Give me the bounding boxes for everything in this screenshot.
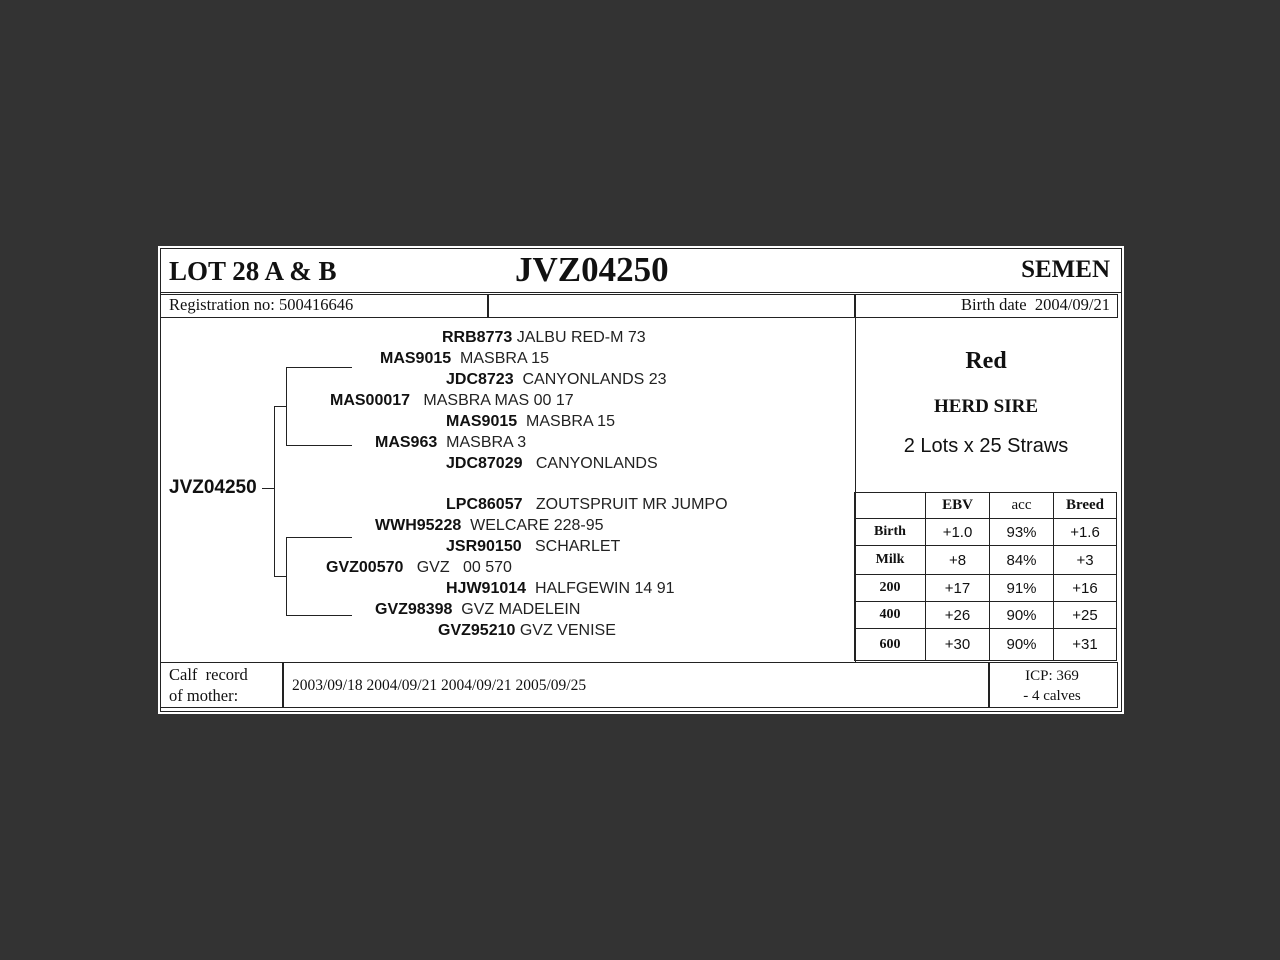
- acc-value: 91%: [990, 575, 1054, 602]
- pedigree-root: JVZ04250: [169, 477, 257, 498]
- birth-date-label: Birth date: [961, 295, 1027, 314]
- breed-value: +31: [1054, 629, 1117, 661]
- calves-count: - 4 calves: [1023, 688, 1081, 704]
- sire-connector: [274, 406, 286, 407]
- straw-quantity: 2 Lots x 25 Straws: [903, 435, 1069, 457]
- dds-name: HALFGEWIN 14 91: [534, 580, 675, 597]
- dsd-name: SCHARLET: [534, 538, 621, 555]
- registration-text: [169, 295, 353, 315]
- ebv-value: +17: [926, 575, 990, 602]
- dam-sire-connector: [286, 537, 352, 538]
- acc-value: 90%: [990, 602, 1054, 629]
- ebv-value: +30: [926, 629, 990, 661]
- acc-value: 93%: [990, 519, 1054, 546]
- sdd-code: JDC87029: [446, 455, 523, 472]
- ds-name: WELCARE 228-95: [470, 517, 604, 534]
- calf-record-dates: 2003/09/18 2004/09/21 2004/09/21 2005/09/25: [292, 677, 587, 694]
- calf-record-label-line1: Calf record: [169, 665, 248, 684]
- pedigree-dds: [446, 580, 675, 598]
- ss-code: MAS9015: [380, 350, 452, 367]
- breed-value: +3: [1054, 546, 1117, 575]
- ds-code: WWH95228: [375, 517, 462, 534]
- s-code: MAS00017: [330, 392, 411, 409]
- parents-bracket: [274, 406, 275, 576]
- ssd-code: JDC8723: [446, 371, 514, 388]
- icp-value: ICP: 369: [1025, 668, 1079, 684]
- pedigree-dd: [375, 601, 580, 619]
- d-name: GVZ 00 570: [416, 559, 512, 576]
- dam-dam-connector: [286, 615, 352, 616]
- birth-date-value: 2004/09/21: [1034, 295, 1110, 314]
- lot-number: LOT 28 A & B: [169, 256, 337, 286]
- ebv-value: +26: [926, 602, 990, 629]
- sds-code: MAS9015: [446, 413, 518, 430]
- pedigree-ddd: [438, 622, 616, 640]
- breed-value: +1.6: [1054, 519, 1117, 546]
- lot-card: [158, 246, 1124, 714]
- ebv-value: +8: [926, 546, 990, 575]
- pedigree-ss: [380, 350, 549, 368]
- breed-col-header: Breed: [1054, 493, 1117, 519]
- acc-value: 84%: [990, 546, 1054, 575]
- table-row: [855, 546, 1117, 575]
- pedigree-dss: [446, 496, 728, 514]
- acc-col-header: acc: [990, 493, 1054, 519]
- calf-record-label: [169, 664, 248, 706]
- table-row: [855, 629, 1117, 661]
- sire-dam-connector: [286, 445, 352, 446]
- colour-label: Red: [965, 348, 1007, 374]
- header-divider: [160, 292, 1122, 293]
- blank-cell: [488, 294, 855, 318]
- ssd-name: CANYONLANDS 23: [522, 371, 667, 388]
- registration-label: Registration no:: [169, 295, 275, 314]
- sss-code: RRB8773: [442, 329, 513, 346]
- sire-bracket: [286, 367, 287, 445]
- d-code: GVZ00570: [326, 559, 404, 576]
- sdd-name: CANYONLANDS: [535, 455, 658, 472]
- sd-name: MASBRA 3: [446, 434, 527, 451]
- ebv-col-header: EBV: [926, 493, 990, 519]
- sire-sire-connector: [286, 367, 352, 368]
- ss-name: MASBRA 15: [460, 350, 549, 367]
- product-type: SEMEN: [1021, 256, 1110, 283]
- table-row: [855, 519, 1117, 546]
- row-label: 600: [855, 629, 926, 661]
- row-label: Birth: [855, 519, 926, 546]
- dam-bracket: [286, 537, 287, 615]
- breed-value: +16: [1054, 575, 1117, 602]
- ddd-name: GVZ VENISE: [519, 622, 616, 639]
- pedigree-ds: [375, 517, 604, 535]
- row-label: 400: [855, 602, 926, 629]
- ebv-table: [854, 492, 1117, 661]
- dam-connector: [274, 576, 286, 577]
- dsd-code: JSR90150: [446, 538, 522, 555]
- pedigree-ssd: [446, 371, 667, 389]
- registration-number: 500416646: [279, 295, 354, 314]
- pedigree-dsd: [446, 538, 620, 556]
- animal-type: HERD SIRE: [934, 396, 1038, 417]
- pedigree-sds: [446, 413, 615, 431]
- animal-id-title: JVZ04250: [515, 250, 669, 289]
- ddd-code: GVZ95210: [438, 622, 516, 639]
- table-row: [855, 602, 1117, 629]
- pedigree-sdd: [446, 455, 658, 473]
- pedigree-d: [326, 559, 512, 577]
- row-label: Milk: [855, 546, 926, 575]
- dss-code: LPC86057: [446, 496, 523, 513]
- s-name: MASBRA MAS 00 17: [423, 392, 574, 409]
- pedigree-sss: [442, 329, 646, 347]
- breed-value: +25: [1054, 602, 1117, 629]
- root-connector: [262, 488, 274, 489]
- pedigree-s: [330, 392, 574, 410]
- pedigree-sd: [375, 434, 526, 452]
- calf-record-label-line2: of mother:: [169, 686, 239, 705]
- icp-block: [988, 666, 1116, 706]
- acc-value: 90%: [990, 629, 1054, 661]
- ebv-value: +1.0: [926, 519, 990, 546]
- sd-code: MAS963: [375, 434, 438, 451]
- dd-code: GVZ98398: [375, 601, 453, 618]
- birth-date-text: [961, 295, 1110, 315]
- ebv-corner-cell: [855, 493, 926, 519]
- dss-name: ZOUTSPRUIT MR JUMPO: [535, 496, 728, 513]
- table-row: [855, 575, 1117, 602]
- dds-code: HJW91014: [446, 580, 527, 597]
- ebv-header-row: [855, 493, 1117, 519]
- row-label: 200: [855, 575, 926, 602]
- sds-name: MASBRA 15: [526, 413, 615, 430]
- dd-name: GVZ MADELEIN: [461, 601, 581, 618]
- sss-name: JALBU RED-M 73: [516, 329, 646, 346]
